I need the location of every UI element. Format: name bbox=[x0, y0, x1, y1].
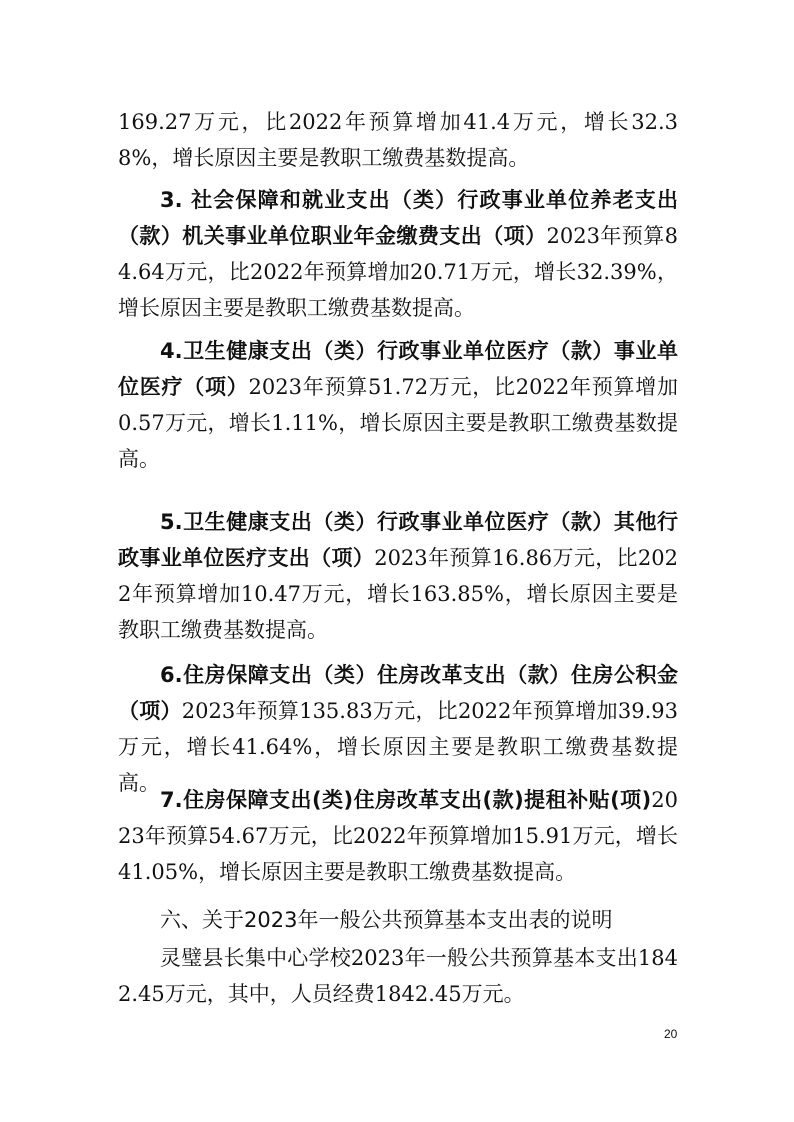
paragraph-item-6 bbox=[118, 657, 678, 801]
paragraph-item-5 bbox=[118, 504, 678, 648]
paragraph-text: 2023年预算54.67万元，比2022年预算增加15.91万元，增长41.05%，增长原因主要是教职工缴费基数提高。 bbox=[118, 788, 678, 884]
paragraph-continuation bbox=[118, 104, 678, 176]
item-heading: 7.住房保障支出(类)住房改革支出(款)提租补贴(项) bbox=[160, 788, 652, 812]
paragraph-item-4 bbox=[118, 333, 678, 477]
paragraph-text: 2023年预算51.72万元，比2022年预算增加0.57万元，增长1.11%，增长原因主要是教职工缴费基数提高。 bbox=[118, 375, 678, 471]
paragraph-basic-expenditure bbox=[118, 940, 678, 1012]
paragraph-text: 2023年预算16.86万元，比2022年预算增加10.47万元，增长163.85%，增长原因主要是教职工缴费基数提高。 bbox=[118, 546, 678, 642]
paragraph-text: 2023年预算84.64万元，比2022年预算增加20.71万元，增长32.39%，增长原因主要是教职工缴费基数提高。 bbox=[118, 224, 679, 320]
item-heading: 3. 社会保障和就业支出（类）行政事业单位养老支出（款）机关事业单位职业年金缴费支出（项） bbox=[118, 188, 678, 248]
item-heading: 4.卫生健康支出（类）行政事业单位医疗（款）事业单位医疗（项） bbox=[118, 339, 678, 399]
paragraph-item-7 bbox=[118, 782, 678, 890]
paragraph-text: 2023年预算135.83万元，比2022年预算增加39.93万元，增长41.64%，增长原因主要是教职工缴费基数提高。 bbox=[118, 699, 679, 795]
page-number: 20 bbox=[664, 1027, 678, 1041]
item-heading: 6.住房保障支出（类）住房改革支出（款）住房公积金（项） bbox=[118, 663, 678, 723]
paragraph-text: 灵璧县长集中心学校2023年一般公共预算基本支出1842.45万元，其中，人员经费1842.45万元。 bbox=[118, 946, 678, 1006]
section-title: 六、关于2023年一般公共预算基本支出表的说明 bbox=[160, 908, 613, 932]
paragraph-text: 169.27万元，比2022年预算增加41.4万元，增长32.38%，增长原因主要是教职工缴费基数提高。 bbox=[118, 110, 678, 170]
paragraph-item-3 bbox=[118, 182, 678, 326]
item-heading: 5.卫生健康支出（类）行政事业单位医疗（款）其他行政事业单位医疗支出（项） bbox=[118, 510, 678, 570]
section-heading bbox=[118, 902, 678, 938]
